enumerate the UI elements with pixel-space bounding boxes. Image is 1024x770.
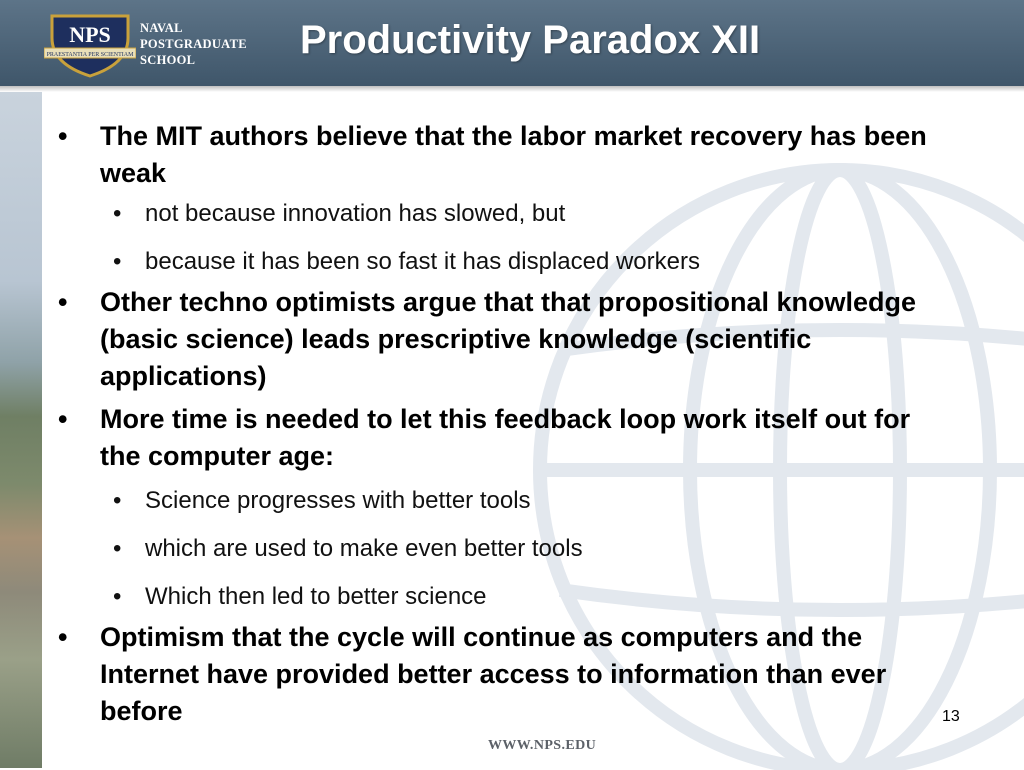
bullet-dot: • <box>58 404 68 434</box>
sub-bullet-item <box>58 533 958 565</box>
bullet-dot: • <box>113 487 122 514</box>
sub-bullet-text: Which then led to better science <box>145 583 487 610</box>
bullet-item <box>58 284 958 395</box>
bullet-dot: • <box>113 200 122 227</box>
bullet-text: The MIT authors believe that the labor market recovery has been weak <box>100 121 927 188</box>
nps-shield-logo <box>44 8 136 78</box>
bullet-text: Other techno optimists argue that that propositional knowledge (basic science) leads prescriptive knowledge (scientific applications) <box>100 287 917 391</box>
sub-bullet-item <box>58 485 958 517</box>
sub-bullet-text: not because innovation has slowed, but <box>145 200 566 227</box>
sub-bullet-item <box>58 581 958 613</box>
school-name <box>140 20 247 68</box>
bullet-item <box>58 118 958 192</box>
slide-title: Productivity Paradox XII <box>300 18 761 62</box>
sub-bullet-item <box>58 198 958 230</box>
slide-body <box>58 118 958 736</box>
bullet-item <box>58 401 958 475</box>
bullet-dot: • <box>58 622 68 652</box>
bullet-dot: • <box>58 121 68 151</box>
bullet-dot: • <box>113 248 122 275</box>
page-number: 13 <box>942 708 960 725</box>
school-name-line: NAVAL <box>140 21 183 35</box>
school-name-line: SCHOOL <box>140 53 196 67</box>
school-name-line: POSTGRADUATE <box>140 37 247 51</box>
campus-photo-strip <box>0 92 42 768</box>
footer-url: WWW.NPS.EDU <box>488 738 597 753</box>
logo-motto-text: PRAESTANTIA PER SCIENTIAM <box>46 52 134 58</box>
bullet-text: More time is needed to let this feedback loop work itself out for the computer age: <box>100 404 911 471</box>
sub-bullet-text: because it has been so fast it has displaced workers <box>145 248 700 275</box>
sub-bullet-item <box>58 246 958 278</box>
bullet-dot: • <box>113 535 122 562</box>
bullet-text: Optimism that the cycle will continue as computers and the Internet have provided better access to information than ever before <box>100 622 887 726</box>
logo-nps-text: NPS <box>69 22 111 47</box>
sub-bullet-text: which are used to make even better tools <box>145 535 583 562</box>
bullet-dot: • <box>58 287 68 317</box>
sub-bullet-text: Science progresses with better tools <box>145 487 531 514</box>
header-shadow <box>0 86 1024 92</box>
bullet-item <box>58 619 958 730</box>
bullet-dot: • <box>113 583 122 610</box>
